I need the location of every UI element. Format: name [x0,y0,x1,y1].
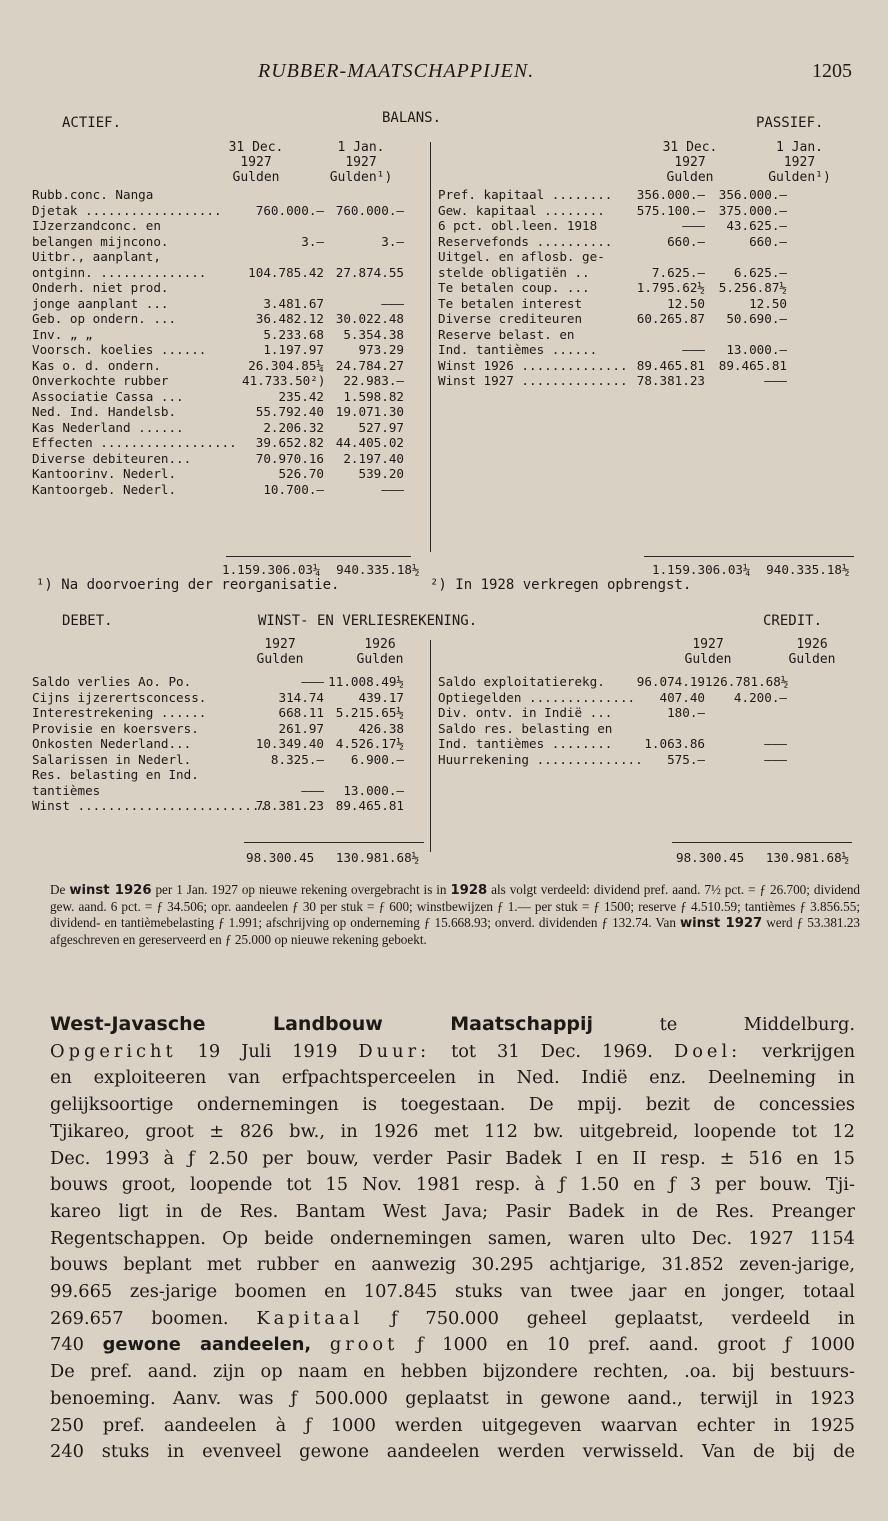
row-value-2: 1.598.82 [343,388,404,404]
row-value-2: ——— [381,295,404,311]
table-row [438,721,787,737]
row-value-2: 2.197.40 [343,450,404,466]
body-line: benoeming. Aanv. was ƒ 500.000 geplaatst in gewone aand., terwijl in 1923 [50,1387,855,1409]
row-value-2: 973.29 [358,342,404,357]
row-value-1: 78.381.23 [255,798,324,813]
row-value-2: 27.874.55 [335,264,404,280]
col-head-line: 1927 [345,155,377,170]
row-value-2: 13.000.— [726,342,787,357]
opgericht-label: Opgericht [50,1040,177,1062]
row-value-2 [324,767,404,783]
table-row [438,218,787,234]
row-label: Cijns ijzerertsconcess. [32,689,207,705]
table-row [438,234,787,250]
body-text: 740 [50,1334,84,1356]
debet-label: DEBET. [62,613,113,629]
actief-total-jan: 940.335.18½ [336,562,420,577]
table-row [32,296,404,312]
table-row [32,435,404,451]
row-value-1: 10.700.— [263,481,324,497]
table-row [32,420,404,436]
table-row [438,690,787,706]
table-row [438,342,787,358]
actief-col2-head [316,140,406,185]
row-label: ontginn. .............. [32,264,207,280]
body-text: ƒ 750.000 geheel geplaatst, verdeeld in [391,1307,856,1329]
col-head-line: 1927 [674,155,706,170]
row-label: Geb. op ondern. ... [32,311,177,326]
row-value-1: 760.000.— [255,202,324,218]
table-row [32,389,404,405]
debet-total-rule [244,842,424,843]
row-label: Uitbr., aanplant, [32,249,161,264]
actief-total-rule [226,556,411,557]
table-row [438,752,787,768]
row-label: Kas o. d. ondern. [32,357,161,373]
table-row [438,327,787,343]
body-line [50,1332,855,1359]
row-value-1: 60.265.87 [636,311,705,326]
col-head-line: 1927 [240,155,272,170]
row-label: Kas Nederland ...... [32,419,184,435]
row-label: jonge aanplant ... [32,295,169,311]
passief-col2-head [752,140,847,185]
table-row [438,280,787,296]
row-value-2: 89.465.81 [335,798,404,813]
table-row [438,311,787,327]
row-value-2: 439.17 [358,689,404,705]
table-row [32,342,404,358]
row-value-1: ——— [682,342,705,357]
table-row [32,373,404,389]
col-head-line: Gulden [788,652,836,667]
gewone-aandeelen-bold: gewone aandeelen, [102,1334,312,1356]
row-value-1: 314.74 [278,689,324,705]
row-value-1 [242,218,324,234]
row-value-1 [623,327,705,343]
body-line: bouws groot, loopende tot 15 Nov. 1981 resp. à ƒ 1.50 en ƒ 3 per bouw. Tji- [50,1174,855,1196]
row-label: Winst 1927 .............. [438,373,628,388]
body-text: ƒ 1000 en 10 pref. aand. groot ƒ 1000 [416,1334,855,1356]
row-value-1: 36.482.12 [255,311,324,326]
table-row [32,265,404,281]
table-row [438,736,787,752]
row-value-2 [705,327,787,343]
table-row [438,203,787,219]
row-label: Voorsch. koelies ...... [32,342,207,357]
row-value-2: 19.071.30 [335,404,404,419]
row-value-2 [705,705,787,721]
body-text: 19 Juli 1919 [197,1040,338,1062]
row-value-2 [324,280,404,296]
passief-total-jan: 940.335.18½ [766,562,850,577]
row-label: Associatie Cassa ... [32,388,184,404]
row-value-1: 55.792.40 [255,404,324,419]
footnote-2: ²) In 1928 verkregen opbrengst. [430,577,692,593]
col-head-line: Gulden [684,652,732,667]
running-header [0,60,888,90]
body-text: 269.657 boomen. [50,1307,229,1329]
table-row [32,674,404,690]
row-value-1: 668.11 [278,705,324,720]
row-value-1 [623,249,705,265]
row-value-1: 12.50 [667,295,705,311]
row-value-2: 13.000.— [343,782,404,798]
body-line: Dec. 1993 à ƒ 2.50 per bouw, verder Pasir Badek I en II resp. ± 516 en 15 [50,1147,855,1169]
balans-divider [430,142,431,552]
row-label: stelde obligatiën .. [438,264,590,280]
profit-distribution-note [50,882,860,948]
company-heading-line [50,1011,855,1039]
row-value-1 [242,280,324,296]
row-value-1: 2.206.32 [263,419,324,435]
table-row [32,783,404,799]
passief-label: PASSIEF. [756,115,824,131]
row-value-2: 539.20 [358,466,404,481]
body-line: 99.665 zes-jarige boomen en 107.845 stuks van twee jaar en jonger, totaal [50,1281,855,1303]
body-line: kareo ligt in de Res. Bantam West Java; Pasir Badek in de Res. Preanger [50,1200,855,1222]
note-text: De [50,882,66,897]
row-value-1: 89.465.81 [636,357,705,373]
row-value-2 [324,187,404,203]
actief-col1-head [216,140,296,185]
row-value-1: 575.— [667,751,705,767]
row-label: Te betalen coup. ... [438,280,590,295]
row-value-1: 1.197.97 [263,342,324,357]
row-value-1: 8.325.— [270,751,324,767]
body-line: De pref. aand. zijn op naam en hebben bijzondere rechten, .oa. bij bestuurs- [50,1361,855,1383]
row-value-2: 22.983.— [343,373,404,388]
table-row [438,265,787,281]
credit-total-1926: 130.981.68½ [765,850,850,865]
row-label: Effecten .................. [32,435,237,450]
row-value-1: 3.— [301,233,324,249]
note-bold: winst 1926 [69,883,152,898]
passief-table [438,187,787,389]
credit-col1-head [668,637,748,667]
col-head-line: Gulden¹) [329,170,393,185]
row-label: Reserve belast. en [438,326,575,342]
row-value-1: 1.063.86 [644,736,705,751]
row-value-1: 10.349.40 [255,736,324,751]
row-label: Diverse debiteuren... [32,450,192,466]
debet-total-1927: 98.300.45 [246,850,315,865]
row-value-2: 11.008.49½ [328,674,404,689]
row-value-1: 3.481.67 [263,295,324,311]
debet-table [32,674,404,814]
row-label: Ned. Ind. Handelsb. [32,404,177,419]
row-label: Saldo res. belasting en [438,720,613,736]
col-head-line: 1926 [364,637,396,652]
row-label: Gew. kapitaal ........ [438,202,605,218]
row-value-2: 30.022.48 [335,311,404,326]
row-label: Onverkochte rubber [32,373,169,388]
row-label: Salarissen in Nederl. [32,751,192,767]
row-label: Kantoorinv. Nederl. [32,466,177,481]
table-row [32,327,404,343]
row-value-2: 126.781.68½ [705,674,789,689]
table-row [32,736,404,752]
col-head-line: 1926 [796,637,828,652]
credit-totals [676,850,849,865]
col-head-line: 1927 [692,637,724,652]
table-row [32,187,404,203]
row-label: Ind. tantièmes ...... [438,342,598,357]
row-label: Interestrekening ...... [32,705,207,720]
row-label: Div. ontv. in Indië ... [438,705,613,720]
note-text: als volgt verdeeld: dividend pref. aand. 7½ pct. = ƒ 26.700; dividend gew. aand. 6 pct. = ƒ 34.506; opr. aandeelen ƒ 30 per stuk = ƒ 600; winstbewijzen ƒ 1.— per stuk = ƒ 1500; reserve ƒ 4.510.59; tantièmes ƒ 3.856.55; dividend- en tantièmebelasting ƒ 1.991; afschrijving op onderneming ƒ 15.668.93; onverd. dividenden ƒ 132.74. Van [50,882,861,930]
row-label: Kantoorgeb. Nederl. [32,481,177,497]
note-text: werd ƒ 53.381.23 afgeschreven en gereserveerd en ƒ 25.000 op nieuwe rekening geboekt. [50,915,861,947]
row-value-2: 5.215.65½ [335,705,404,720]
row-value-2: 12.50 [749,295,787,311]
row-value-1: 180.— [667,705,705,720]
row-value-2: ——— [381,481,404,497]
body-text: tot 31 Dec. 1969. [451,1040,653,1062]
col-head-line: Gulden [356,652,404,667]
row-value-1: 104.785.42 [248,264,324,280]
row-value-1: 660.— [667,233,705,249]
row-label: Saldo verlies Ao. Po. [32,674,192,689]
row-value-1: 7.625.— [651,264,705,280]
body-line [50,1306,855,1333]
body-line: gelijksoortige ondernemingen is toegestaan. De mpij. bezit de concessies [50,1094,855,1116]
row-value-2: 6.900.— [350,751,404,767]
table-row [32,721,404,737]
row-value-2: 6.625.— [733,264,787,280]
col-head-line: 1 Jan. [337,140,385,155]
col-head-line: 31 Dec. [228,140,284,155]
table-row [32,466,404,482]
table-row [32,218,404,234]
col-head-line: Gulden¹) [768,170,831,185]
footnote-1: ¹) Na doorvoering der reorganisatie. [36,577,340,593]
passief-col1-head [650,140,730,185]
row-label: Huurrekening .............. [438,751,643,767]
row-label: Uitgel. en aflosb. ge- [438,249,605,264]
body-text: verkrijgen [762,1040,856,1062]
table-row [32,482,404,498]
credit-total-1927: 98.300.45 [676,850,745,865]
row-value-1: 261.97 [278,720,324,736]
row-value-1: 575.100.— [636,202,705,218]
passief-total-rule [644,556,854,557]
debet-totals [246,850,419,865]
row-value-2 [324,218,404,234]
page-number: 1205 [812,60,852,82]
body-line [50,1039,855,1066]
table-row [32,690,404,706]
row-label: Onkosten Nederland... [32,736,192,751]
row-label: IJzerzandconc. en [32,218,161,233]
row-label: Winst ......................... [32,798,268,813]
col-head-line: 1927 [783,155,816,170]
actief-label: ACTIEF. [62,115,122,131]
table-row [438,296,787,312]
passief-totals [652,562,850,577]
row-value-2: 50.690.— [726,311,787,326]
row-value-1: 70.970.16 [255,450,324,466]
row-value-2: ——— [764,736,787,751]
col-head-line: 1927 [264,637,296,652]
row-label: Winst 1926 .............. [438,357,628,373]
table-row [438,358,787,374]
body-line: Tjikareo, groot ± 826 bw., in 1926 met 112 bw. uitgebreid, loopende tot 12 [50,1120,855,1142]
kapitaal-label: Kapitaal [256,1307,364,1329]
row-value-1 [623,721,705,737]
row-value-2: 660.— [749,233,787,249]
row-label: Reservefonds .......... [438,233,613,249]
row-value-2: 356.000.— [718,187,787,202]
row-value-2: 760.000.— [335,202,404,218]
table-row [32,311,404,327]
company-name: West-Javasche Landbouw Maatschappij [50,1013,594,1035]
debet-col2-head [340,637,420,667]
row-label: Inv. „ „ [32,326,93,342]
credit-total-rule [672,842,852,843]
debet-col1-head [240,637,320,667]
table-row [438,705,787,721]
duur-label: Duur: [358,1040,431,1062]
row-value-2 [705,721,787,737]
row-value-1: 39.652.82 [255,435,324,450]
running-title: RUBBER-MAATSCHAPPIJEN. [258,60,535,82]
row-value-1 [242,249,324,265]
table-row [32,767,404,783]
row-value-2: 89.465.81 [718,357,787,373]
debet-total-1926: 130.981.68½ [335,850,420,865]
row-value-2: 527.97 [358,419,404,435]
wv-label: WINST- EN VERLIESREKENING. [258,613,478,629]
table-row [32,752,404,768]
body-line: en exploiteeren van erfpachtsperceelen in Ned. Indië enz. Deelneming in [50,1067,855,1089]
body-line: bouws beplant met rubber en aanwezig 30.295 achtjarige, 31.852 zeven-jarige, [50,1254,855,1276]
note-bold: winst 1927 [679,916,763,931]
groot-label: groot [329,1334,399,1356]
row-value-2: 5.354.38 [343,326,404,342]
row-value-1: 526.70 [278,466,324,481]
table-row [32,404,404,420]
row-value-1: 235.42 [278,388,324,404]
row-value-1: 26.304.85¼ [248,357,324,373]
row-value-2: 4.200.— [733,689,787,705]
credit-table [438,674,787,767]
table-row [32,249,404,265]
body-line: 250 pref. aandeelen à ƒ 1000 werden uitgegeven waarvan echter in 1925 [50,1414,855,1436]
row-value-1: 356.000.— [636,187,705,202]
row-value-2 [705,249,787,265]
row-label: 6 pct. obl.leen. 1918 [438,218,598,233]
row-value-1: ——— [301,674,324,689]
row-label: Rubb.conc. Nanga [32,187,154,202]
row-label: Djetak .................. [32,202,222,218]
col-head-line: Gulden [232,170,280,185]
company-description [50,1011,855,1466]
table-row [32,798,404,814]
row-value-2: ——— [764,373,787,388]
col-head-line: Gulden [666,170,714,185]
balans-label: BALANS. [382,110,442,126]
row-value-2: 43.625.— [726,218,787,233]
note-bold: 1928 [450,883,488,898]
row-value-2: 426.38 [358,720,404,736]
table-row [32,451,404,467]
table-row [32,234,404,250]
row-label: Ind. tantièmes ........ [438,736,613,751]
row-value-1: 1.795.62½ [636,280,705,295]
row-label: tantièmes [32,782,101,798]
table-row [32,705,404,721]
doel-label: Doel: [673,1040,742,1062]
row-value-1: 5.233.68 [263,326,324,342]
row-value-2: 4.526.17½ [335,736,404,751]
row-label: Provisie en koersvers. [32,720,199,736]
row-value-1 [242,187,324,203]
row-value-1: 96.074.19 [636,674,705,689]
row-value-2 [324,249,404,265]
row-value-1: ——— [682,218,705,233]
table-row [32,280,404,296]
row-label: Saldo exploitatierekg. [438,674,605,689]
passief-total-1927: 1.159.306.03¼ [652,562,751,577]
credit-col2-head [772,637,852,667]
actief-table [32,187,404,497]
row-label: Pref. kapitaal ........ [438,187,613,202]
row-label: Diverse crediteuren [438,311,583,326]
row-label: belangen mijncono. [32,233,169,249]
row-value-2: 5.256.87½ [718,280,787,295]
row-value-2: 24.784.27 [335,357,404,373]
actief-total-1927: 1.159.306.03¼ [222,562,321,577]
row-value-2: 3.— [381,233,404,249]
table-row [32,203,404,219]
row-value-1: 407.40 [659,689,705,705]
col-head-line: 1 Jan. [776,140,823,155]
row-value-1: ——— [301,782,324,798]
actief-totals [222,562,420,577]
body-line: 240 stuks in evenveel gewone aandeelen werden verwisseld. Van de bij de [50,1441,855,1463]
row-label: Onderh. niet prod. [32,280,169,295]
row-value-1: 41.733.50²) [242,373,326,388]
row-value-1 [242,767,324,783]
table-row [438,674,787,690]
row-value-2: 44.405.02 [335,435,404,450]
row-label: Res. belasting en Ind. [32,767,199,782]
table-row [438,249,787,265]
table-row [438,373,787,389]
wv-divider [430,640,431,852]
col-head-line: 31 Dec. [662,140,718,155]
row-value-2: 375.000.— [718,202,787,218]
row-label: Te betalen interest [438,295,583,311]
row-label: Optiegelden .............. [438,689,636,705]
body-line: Regentschappen. Op beide ondernemingen samen, waren ulto Dec. 1927 1154 [50,1227,855,1249]
row-value-1: 78.381.23 [636,373,705,388]
credit-label: CREDIT. [763,613,823,629]
row-value-2: ——— [764,751,787,767]
note-text: per 1 Jan. 1927 op nieuwe rekening overgebracht is in [155,882,447,897]
col-head-line: Gulden [256,652,304,667]
body-text: te Middelburg. [659,1014,855,1035]
table-row [32,358,404,374]
table-row [438,187,787,203]
